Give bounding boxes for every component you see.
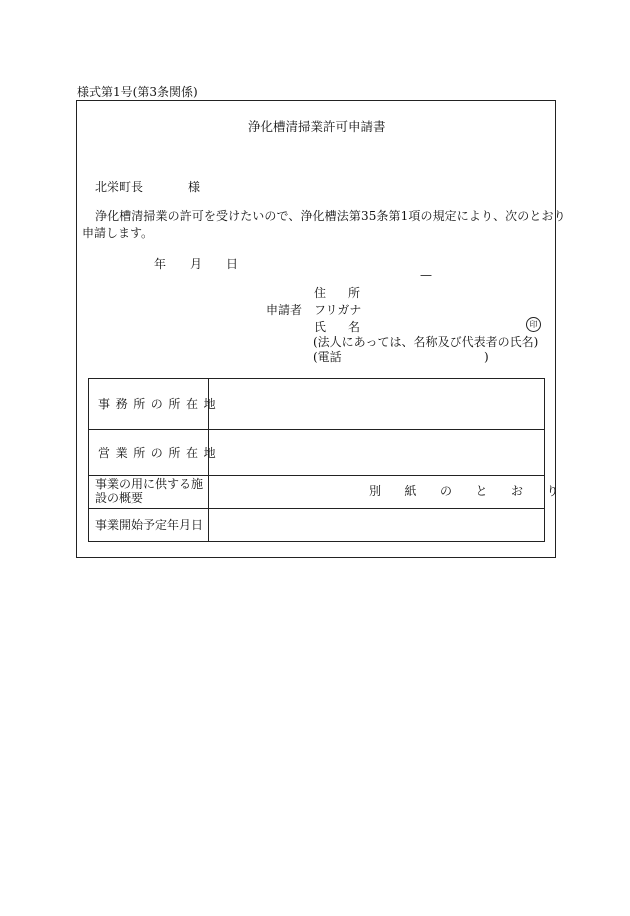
table-row bbox=[89, 379, 544, 430]
corporation-note: (法人にあっては、名称及び代表者の氏名) bbox=[313, 335, 539, 349]
date-month-label: 月 bbox=[190, 257, 203, 271]
address-label: 住所 bbox=[314, 286, 383, 300]
furigana-label: フリガナ bbox=[314, 303, 362, 317]
office-location-label-cell bbox=[89, 379, 222, 429]
document-title: 浄化槽清掃業許可申請書 bbox=[248, 119, 386, 134]
sales-office-location-label-cell bbox=[89, 430, 222, 475]
form-number-label: 様式第1号(第3条関係) bbox=[77, 85, 198, 99]
sales-office-location-label: 営業所の所在地 bbox=[98, 446, 222, 460]
applicant-label: 申請者 bbox=[266, 303, 303, 317]
table-row bbox=[89, 430, 544, 476]
office-location-label: 事務所の所在地 bbox=[98, 397, 222, 411]
application-statement-line2: 申請します。 bbox=[82, 226, 154, 240]
name-label: 氏名 bbox=[314, 320, 383, 334]
date-day-label: 日 bbox=[226, 257, 239, 271]
facility-overview-label-cell bbox=[89, 476, 209, 508]
addressee-honorific: 様 bbox=[188, 180, 201, 194]
business-info-table bbox=[88, 378, 583, 542]
application-statement-line1: 浄化槽清掃業の許可を受けたいので、浄化槽法第35条第1項の規定により、次のとおり bbox=[95, 209, 566, 223]
dash-mark: — bbox=[420, 268, 432, 282]
phone-close-paren: ) bbox=[484, 350, 489, 364]
table-row bbox=[89, 476, 583, 509]
seal-mark: 印 bbox=[526, 317, 541, 332]
phone-label: (電話 bbox=[313, 350, 342, 364]
table-row bbox=[89, 509, 544, 541]
start-date-label: 事業開始予定年月日 bbox=[95, 518, 204, 532]
date-year-label: 年 bbox=[154, 257, 167, 271]
start-date-field[interactable] bbox=[209, 509, 544, 541]
start-date-label-cell bbox=[89, 509, 209, 541]
facility-overview-label-line1: 事業の用に供する施 bbox=[95, 477, 204, 491]
facility-overview-field[interactable] bbox=[209, 476, 583, 508]
office-location-field[interactable] bbox=[209, 379, 544, 429]
sales-office-location-field[interactable] bbox=[209, 430, 544, 475]
facility-overview-value: 別紙のとおり bbox=[369, 484, 583, 498]
facility-overview-label-line2: 設の概要 bbox=[95, 491, 144, 505]
addressee: 北栄町長 bbox=[95, 180, 144, 194]
